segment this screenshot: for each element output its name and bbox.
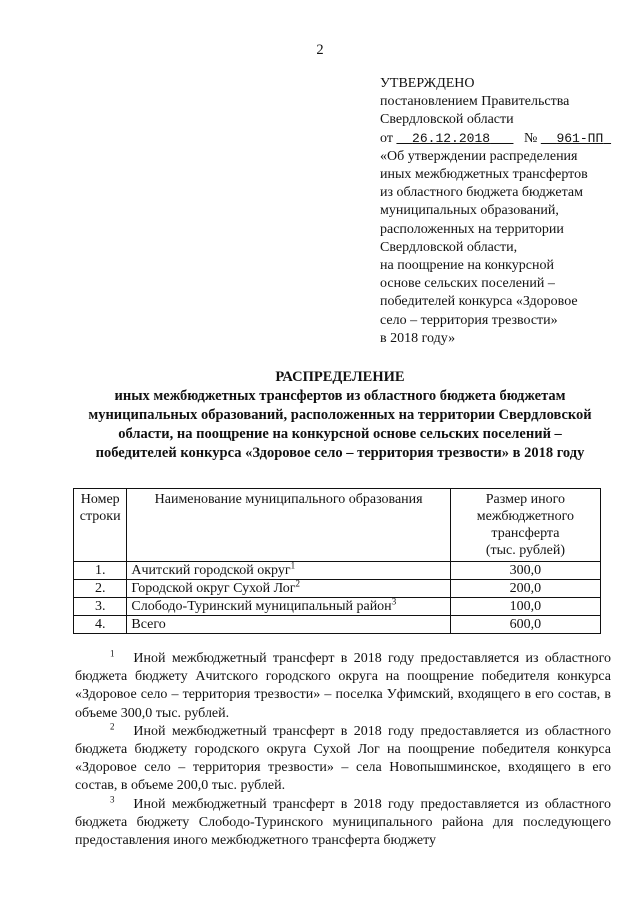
approval-subject-line: расположенных на территории: [380, 221, 564, 237]
heading-line: муниципальных образований, расположенных на территории Свердловской: [88, 407, 592, 423]
approval-subject-line: муниципальных образований,: [380, 203, 559, 219]
heading-title: РАСПРЕДЕЛЕНИЕ: [275, 369, 405, 385]
row-number: 2.: [74, 580, 127, 598]
footnote-mark: 1: [110, 648, 115, 659]
approval-subject-line: в 2018 году»: [380, 330, 456, 346]
approval-line: постановлением Правительства: [380, 94, 570, 110]
table-header-row: [74, 489, 601, 562]
heading-line: области, на поощрение на конкурсной основе сельских поселений –: [118, 426, 562, 442]
approval-title: УТВЕРЖДЕНО: [380, 76, 475, 91]
row-name: Слободо-Туринский муниципальный район$^3$: [127, 598, 450, 616]
from-label: от: [380, 130, 393, 146]
approval-subject-line: село – территория трезвости»: [380, 312, 558, 328]
approval-number: 961-ПП: [556, 130, 604, 146]
heading-line: иных межбюджетных трансфертов из областного бюджета бюджетам: [114, 388, 566, 404]
footnote-ref: 2: [295, 578, 300, 589]
footnote-paragraph: $^3$ Иной межбюджетный трансферт в 2018 году предоставляется из областного бюджета бюджету Слободо-Туринского муниципального района для последующего предоставления иного межбюджетного трансферта бюджету: [75, 793, 611, 849]
row-amount: 100,0: [450, 598, 600, 616]
document-heading: [40, 368, 640, 463]
row-name: Всего: [127, 616, 450, 634]
approval-subject-line: «Об утверждении распределения: [380, 148, 578, 164]
approval-line: Свердловской области: [380, 112, 514, 128]
approval-subject-line: победителей конкурса «Здоровое: [380, 294, 578, 310]
number-label: №: [523, 130, 538, 146]
approval-block: [380, 75, 625, 348]
table-row: [74, 580, 601, 598]
approval-subject-line: на поощрение на конкурсной: [380, 258, 554, 274]
footnote-paragraph: $^1$ Иной межбюджетный трансферт в 2018 году предоставляется из областного бюджета бюджету Ачитского городского округа на поощрение победителя конкурса «Здоровое село – территория трезвости» – поселка Уфимский, входящего в его состав, в объеме 300,0 тыс. рублей.: [75, 648, 611, 721]
header-municipality-name: Наименование муниципального образования: [127, 489, 450, 562]
footnote-mark: 2: [110, 721, 115, 732]
row-number: 1.: [74, 562, 127, 580]
row-number: 3.: [74, 598, 127, 616]
approval-subject-line: Свердловской области,: [380, 239, 518, 255]
approval-subject-line: из областного бюджета бюджетам: [380, 185, 583, 201]
footnote-paragraph: $^2$ Иной межбюджетный трансферт в 2018 году предоставляется из областного бюджета бюджету городского округа Сухой Лог на поощрение победителя конкурса «Здоровое село – территория трезвости» – села Новопышминское, входящего в его состав, в объеме 200,0 тыс. рублей.: [75, 721, 611, 794]
row-amount: 200,0: [450, 580, 600, 598]
footnotes: [75, 650, 611, 850]
footnote-mark: 3: [110, 793, 115, 804]
header-row-number: Номер строки: [74, 489, 127, 562]
header-transfer-amount: Размер иного межбюджетного трансферта (тыс. рублей): [450, 489, 600, 562]
row-amount: 300,0: [450, 562, 600, 580]
approval-subject-line: основе сельских поселений –: [380, 276, 555, 292]
table-row-total: [74, 616, 601, 634]
row-amount: 600,0: [450, 616, 600, 634]
table-row: [74, 598, 601, 616]
approval-date-line: [380, 130, 625, 148]
page-number: 2: [316, 42, 324, 58]
row-name: Ачитский городской округ$^1$: [127, 562, 450, 580]
heading-line: победителей конкурса «Здоровое село – территория трезвости» в 2018 году: [95, 445, 585, 461]
approval-date: 26.12.2018: [412, 130, 491, 146]
distribution-table: [73, 488, 601, 634]
footnote-ref: 1: [290, 560, 296, 571]
table-row: [74, 562, 601, 580]
row-number: 4.: [74, 616, 127, 634]
approval-subject-line: иных межбюджетных трансфертов: [380, 167, 588, 183]
footnote-ref: 3: [391, 596, 397, 607]
row-name: Городской округ Сухой Лог$^2$: [127, 580, 450, 598]
